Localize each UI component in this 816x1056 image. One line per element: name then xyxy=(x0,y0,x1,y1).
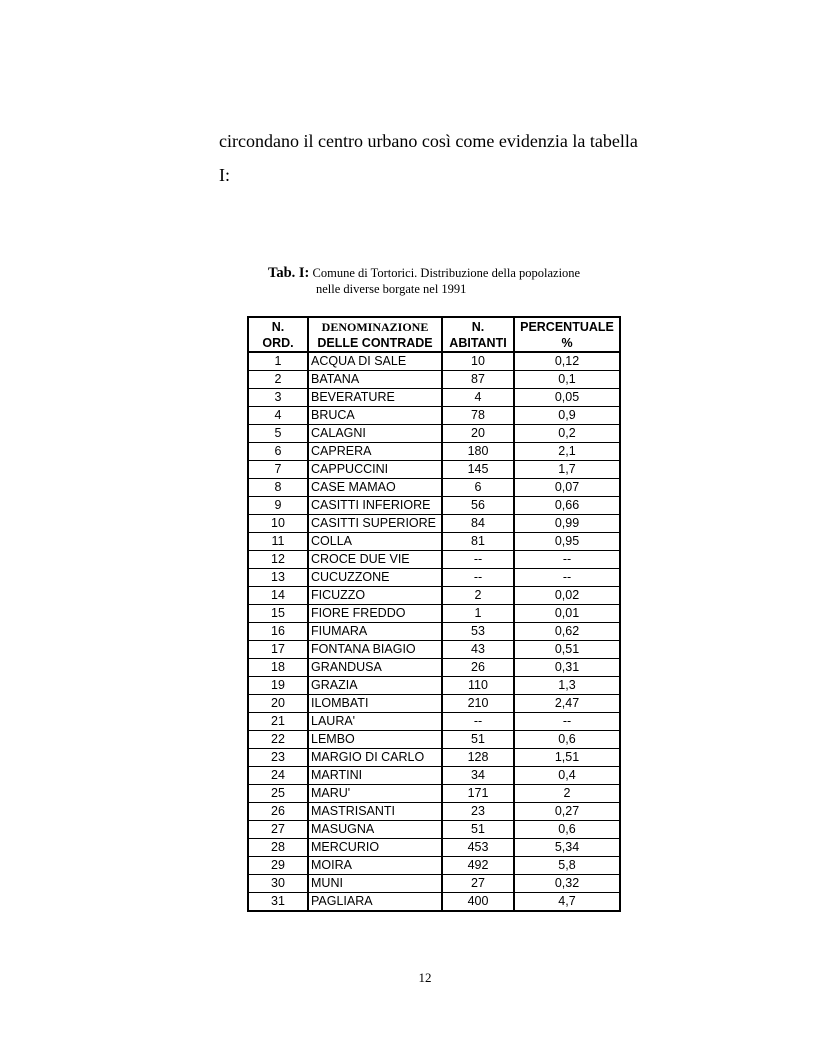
table-row xyxy=(248,641,620,659)
table-row xyxy=(248,443,620,461)
cell-order-number: 28 xyxy=(248,839,308,857)
caption-line-1: Comune di Tortorici. Distribuzione della popolazione xyxy=(312,266,581,280)
cell-percentage: 4,7 xyxy=(514,893,620,912)
table-caption xyxy=(268,265,668,297)
table-row xyxy=(248,407,620,425)
caption-label: Tab. I: xyxy=(268,265,310,281)
header-inhabitants-line2: ABITANTI xyxy=(449,335,507,350)
cell-district-name: LEMBO xyxy=(308,731,442,749)
cell-percentage: 0,05 xyxy=(514,389,620,407)
table-row xyxy=(248,767,620,785)
cell-order-number: 12 xyxy=(248,551,308,569)
cell-order-number: 6 xyxy=(248,443,308,461)
cell-inhabitants: -- xyxy=(442,551,514,569)
cell-district-name: CAPRERA xyxy=(308,443,442,461)
cell-district-name: FICUZZO xyxy=(308,587,442,605)
cell-inhabitants: 145 xyxy=(442,461,514,479)
cell-percentage: 0,99 xyxy=(514,515,620,533)
cell-percentage: 0,9 xyxy=(514,407,620,425)
cell-district-name: PAGLIARA xyxy=(308,893,442,912)
table-row xyxy=(248,875,620,893)
cell-percentage: 0,01 xyxy=(514,605,620,623)
cell-percentage: 0,02 xyxy=(514,587,620,605)
cell-order-number: 26 xyxy=(248,803,308,821)
cell-district-name: CROCE DUE VIE xyxy=(308,551,442,569)
cell-order-number: 18 xyxy=(248,659,308,677)
cell-order-number: 9 xyxy=(248,497,308,515)
table-row xyxy=(248,839,620,857)
cell-inhabitants: 81 xyxy=(442,533,514,551)
cell-district-name: MARU' xyxy=(308,785,442,803)
cell-order-number: 23 xyxy=(248,749,308,767)
table-row xyxy=(248,695,620,713)
cell-district-name: BEVERATURE xyxy=(308,389,442,407)
table-row xyxy=(248,479,620,497)
cell-district-name: CASITTI SUPERIORE xyxy=(308,515,442,533)
cell-percentage: 0,95 xyxy=(514,533,620,551)
cell-percentage: 0,27 xyxy=(514,803,620,821)
cell-inhabitants: 53 xyxy=(442,623,514,641)
cell-inhabitants: 110 xyxy=(442,677,514,695)
cell-district-name: CALAGNI xyxy=(308,425,442,443)
cell-order-number: 1 xyxy=(248,352,308,371)
cell-order-number: 21 xyxy=(248,713,308,731)
cell-district-name: CAPPUCCINI xyxy=(308,461,442,479)
cell-district-name: MUNI xyxy=(308,875,442,893)
cell-inhabitants: -- xyxy=(442,713,514,731)
cell-district-name: ILOMBATI xyxy=(308,695,442,713)
table-row xyxy=(248,389,620,407)
cell-inhabitants: 171 xyxy=(442,785,514,803)
table-row xyxy=(248,569,620,587)
table-header xyxy=(248,317,620,352)
table-row xyxy=(248,749,620,767)
header-district-name-line2: DELLE CONTRADE xyxy=(317,335,433,350)
cell-percentage: 2 xyxy=(514,785,620,803)
cell-order-number: 2 xyxy=(248,371,308,389)
table-row xyxy=(248,515,620,533)
header-order-number-line1: N. xyxy=(271,319,285,334)
table-row xyxy=(248,605,620,623)
cell-percentage: 0,31 xyxy=(514,659,620,677)
cell-percentage: 0,12 xyxy=(514,352,620,371)
cell-inhabitants: 128 xyxy=(442,749,514,767)
cell-inhabitants: 87 xyxy=(442,371,514,389)
cell-percentage: 1,7 xyxy=(514,461,620,479)
cell-district-name: FIORE FREDDO xyxy=(308,605,442,623)
table-row xyxy=(248,803,620,821)
cell-order-number: 4 xyxy=(248,407,308,425)
header-inhabitants-line1: N. xyxy=(471,319,485,334)
cell-order-number: 24 xyxy=(248,767,308,785)
cell-inhabitants: 43 xyxy=(442,641,514,659)
cell-order-number: 5 xyxy=(248,425,308,443)
table-row xyxy=(248,587,620,605)
cell-inhabitants: 4 xyxy=(442,389,514,407)
header-percentage-line1: PERCENTUALE xyxy=(520,319,614,334)
cell-inhabitants: 56 xyxy=(442,497,514,515)
cell-inhabitants: 78 xyxy=(442,407,514,425)
cell-district-name: FIUMARA xyxy=(308,623,442,641)
table-row xyxy=(248,821,620,839)
cell-inhabitants: 84 xyxy=(442,515,514,533)
header-percentage-line2: % xyxy=(561,335,573,350)
cell-order-number: 14 xyxy=(248,587,308,605)
cell-district-name: CASE MAMAO xyxy=(308,479,442,497)
cell-district-name: CASITTI INFERIORE xyxy=(308,497,442,515)
table-row xyxy=(248,677,620,695)
cell-inhabitants: 23 xyxy=(442,803,514,821)
cell-order-number: 3 xyxy=(248,389,308,407)
cell-inhabitants: 20 xyxy=(442,425,514,443)
cell-order-number: 19 xyxy=(248,677,308,695)
cell-order-number: 31 xyxy=(248,893,308,912)
cell-district-name: MASUGNA xyxy=(308,821,442,839)
table-row xyxy=(248,497,620,515)
cell-order-number: 10 xyxy=(248,515,308,533)
cell-inhabitants: 51 xyxy=(442,731,514,749)
cell-district-name: COLLA xyxy=(308,533,442,551)
cell-district-name: MERCURIO xyxy=(308,839,442,857)
cell-district-name: MASTRISANTI xyxy=(308,803,442,821)
table-row xyxy=(248,371,620,389)
cell-district-name: BATANA xyxy=(308,371,442,389)
cell-order-number: 7 xyxy=(248,461,308,479)
header-order-number xyxy=(248,317,308,352)
population-table xyxy=(247,316,621,912)
table-row xyxy=(248,659,620,677)
cell-order-number: 17 xyxy=(248,641,308,659)
cell-order-number: 30 xyxy=(248,875,308,893)
cell-percentage: -- xyxy=(514,551,620,569)
cell-percentage: 0,6 xyxy=(514,821,620,839)
table-row xyxy=(248,623,620,641)
cell-inhabitants: 180 xyxy=(442,443,514,461)
cell-order-number: 22 xyxy=(248,731,308,749)
caption-line-2: nelle diverse borgate nel 1991 xyxy=(316,282,467,296)
cell-percentage: 1,3 xyxy=(514,677,620,695)
page-number: 12 xyxy=(418,970,432,985)
paragraph-line-1: circondano il centro urbano così come evidenzia la tabella xyxy=(219,131,638,151)
cell-percentage: 0,51 xyxy=(514,641,620,659)
cell-inhabitants: 210 xyxy=(442,695,514,713)
cell-inhabitants: -- xyxy=(442,569,514,587)
table-row xyxy=(248,731,620,749)
cell-inhabitants: 453 xyxy=(442,839,514,857)
cell-order-number: 8 xyxy=(248,479,308,497)
cell-district-name: MARGIO DI CARLO xyxy=(308,749,442,767)
table-row xyxy=(248,893,620,912)
header-inhabitants xyxy=(442,317,514,352)
table-row xyxy=(248,533,620,551)
cell-district-name: LAURA' xyxy=(308,713,442,731)
cell-percentage: 0,4 xyxy=(514,767,620,785)
cell-percentage: 2,47 xyxy=(514,695,620,713)
table-row xyxy=(248,785,620,803)
table-row xyxy=(248,425,620,443)
cell-percentage: 1,51 xyxy=(514,749,620,767)
cell-percentage: -- xyxy=(514,569,620,587)
cell-percentage: 5,8 xyxy=(514,857,620,875)
cell-order-number: 11 xyxy=(248,533,308,551)
cell-inhabitants: 26 xyxy=(442,659,514,677)
cell-district-name: GRAZIA xyxy=(308,677,442,695)
body-paragraph xyxy=(219,124,679,192)
cell-district-name: BRUCA xyxy=(308,407,442,425)
cell-percentage: 0,2 xyxy=(514,425,620,443)
cell-order-number: 27 xyxy=(248,821,308,839)
cell-inhabitants: 6 xyxy=(442,479,514,497)
cell-percentage: -- xyxy=(514,713,620,731)
cell-order-number: 13 xyxy=(248,569,308,587)
cell-percentage: 0,66 xyxy=(514,497,620,515)
cell-district-name: MOIRA xyxy=(308,857,442,875)
cell-inhabitants: 1 xyxy=(442,605,514,623)
cell-district-name: CUCUZZONE xyxy=(308,569,442,587)
cell-district-name: ACQUA DI SALE xyxy=(308,352,442,371)
cell-percentage: 0,32 xyxy=(514,875,620,893)
cell-inhabitants: 27 xyxy=(442,875,514,893)
table-row xyxy=(248,461,620,479)
table-row xyxy=(248,551,620,569)
cell-district-name: GRANDUSA xyxy=(308,659,442,677)
cell-inhabitants: 34 xyxy=(442,767,514,785)
table-row xyxy=(248,713,620,731)
cell-percentage: 0,1 xyxy=(514,371,620,389)
table-body xyxy=(248,352,620,911)
table-row xyxy=(248,857,620,875)
header-percentage xyxy=(514,317,620,352)
cell-inhabitants: 492 xyxy=(442,857,514,875)
cell-order-number: 29 xyxy=(248,857,308,875)
cell-order-number: 25 xyxy=(248,785,308,803)
cell-percentage: 2,1 xyxy=(514,443,620,461)
header-district-name-line1: DENOMINAZIONE xyxy=(321,319,429,334)
table-row xyxy=(248,352,620,371)
cell-percentage: 0,6 xyxy=(514,731,620,749)
cell-order-number: 15 xyxy=(248,605,308,623)
cell-order-number: 20 xyxy=(248,695,308,713)
cell-inhabitants: 51 xyxy=(442,821,514,839)
cell-district-name: MARTINI xyxy=(308,767,442,785)
cell-percentage: 0,62 xyxy=(514,623,620,641)
cell-inhabitants: 10 xyxy=(442,352,514,371)
header-district-name xyxy=(308,317,442,352)
cell-percentage: 0,07 xyxy=(514,479,620,497)
cell-inhabitants: 400 xyxy=(442,893,514,912)
cell-inhabitants: 2 xyxy=(442,587,514,605)
header-order-number-line2: ORD. xyxy=(262,335,294,350)
cell-district-name: FONTANA BIAGIO xyxy=(308,641,442,659)
cell-percentage: 5,34 xyxy=(514,839,620,857)
cell-order-number: 16 xyxy=(248,623,308,641)
paragraph-line-2: I: xyxy=(219,165,230,185)
